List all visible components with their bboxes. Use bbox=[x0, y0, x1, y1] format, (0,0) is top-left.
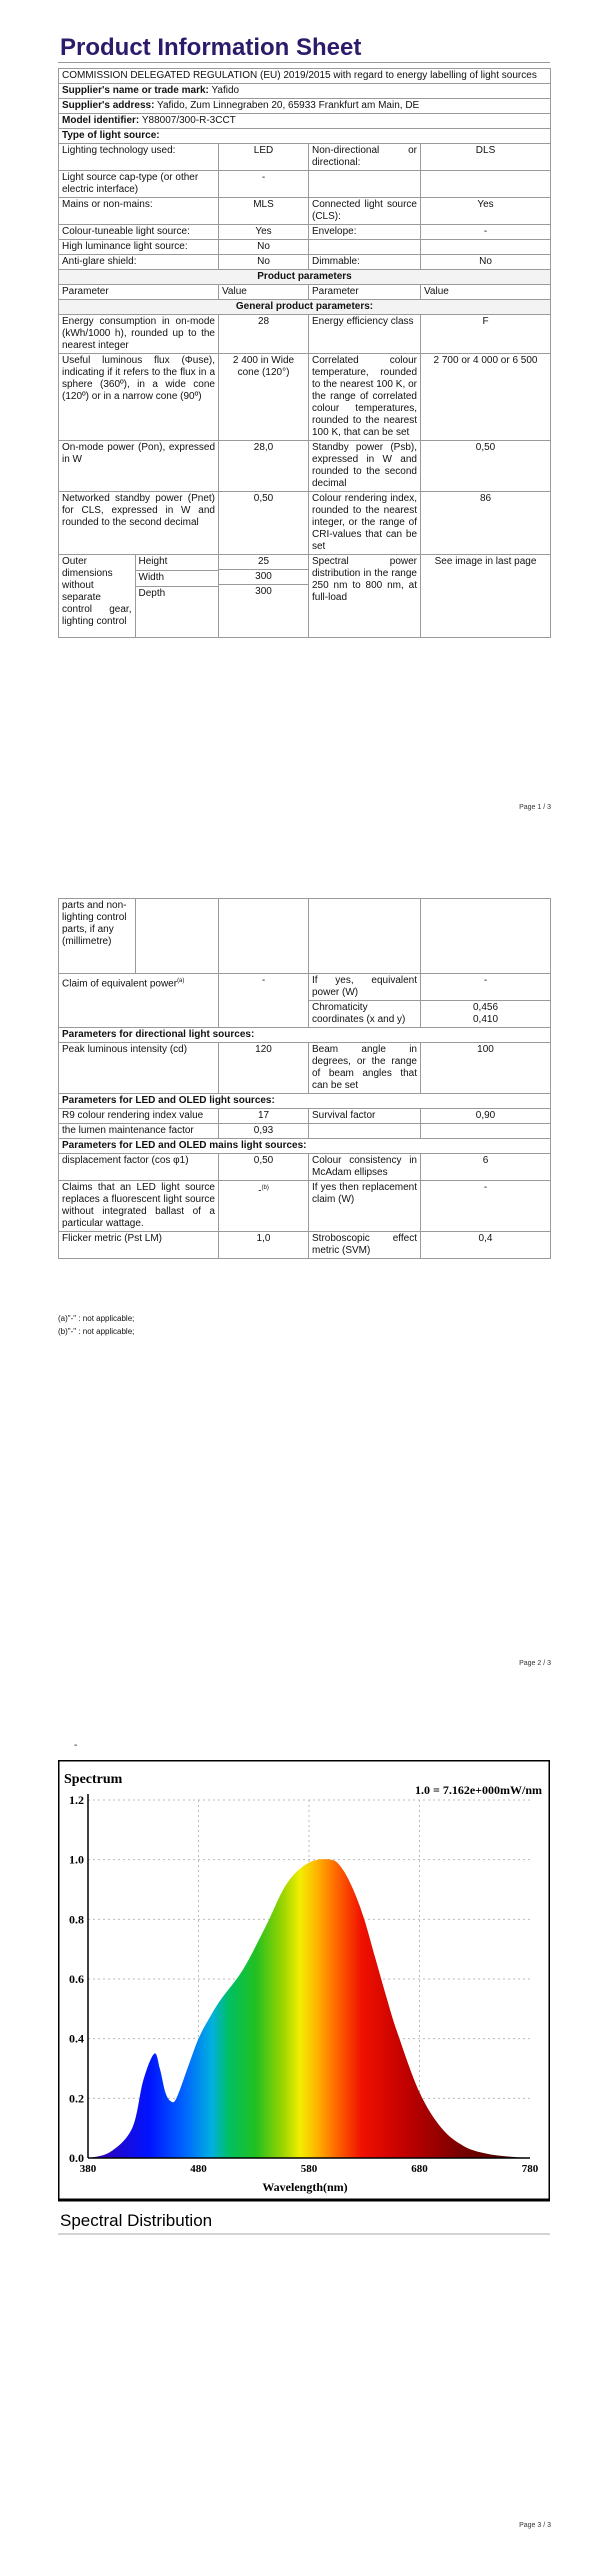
dim-depth-value: 300 bbox=[255, 586, 272, 597]
envelope-value: - bbox=[421, 225, 551, 240]
empty-cell bbox=[309, 899, 421, 974]
y-tick-label: 1.0 bbox=[69, 1852, 84, 1867]
regulation-text: COMMISSION DELEGATED REGULATION (EU) 2019/2015 with regard to energy labelling of light sources bbox=[59, 69, 551, 84]
survival-factor-value: 0,90 bbox=[421, 1109, 551, 1124]
colour-tuneable-value: Yes bbox=[219, 225, 309, 240]
cri-label: Colour rendering index, rounded to the nearest integer, or the range of CRI-values that can be set bbox=[309, 492, 421, 555]
chromaticity-y: 0,410 bbox=[472, 1014, 499, 1025]
parameters-table-continued bbox=[58, 898, 551, 1259]
cls-label: Connected light source (CLS): bbox=[309, 198, 421, 225]
empty-cell bbox=[421, 899, 551, 974]
directional-value: DLS bbox=[421, 144, 551, 171]
cap-type-value: - bbox=[219, 171, 309, 198]
page-title: Product Information Sheet bbox=[60, 34, 362, 61]
page-2 bbox=[0, 860, 603, 1710]
claim-equivalent-power-value: - bbox=[219, 974, 309, 1028]
equivalent-power-value: - bbox=[421, 974, 551, 1001]
supplier-name-row bbox=[59, 84, 551, 99]
empty-cell bbox=[421, 1124, 551, 1139]
high-luminance-value: No bbox=[219, 240, 309, 255]
tech-value: LED bbox=[219, 144, 309, 171]
equivalent-power-label: If yes, equivalent power (W) bbox=[309, 974, 421, 1001]
dimmable-label: Dimmable: bbox=[309, 255, 421, 270]
spectrum-area bbox=[88, 1859, 530, 2158]
replacement-claim-label: If yes then replacement claim (W) bbox=[309, 1181, 421, 1232]
spectrum-chart bbox=[58, 1760, 550, 2240]
anti-glare-value: No bbox=[219, 255, 309, 270]
stray-dash: - bbox=[74, 1740, 78, 1751]
cct-label: Correlated colour temperature, rounded to the nearest 100 K, or the range of correlated colour temperatures, rounded to the nearest 100 K, that can be set bbox=[309, 354, 421, 441]
flicker-metric-label: Flicker metric (Pst LM) bbox=[59, 1232, 219, 1259]
x-axis-label: Wavelength(nm) bbox=[262, 2180, 348, 2194]
x-tick-label: 480 bbox=[190, 2163, 207, 2175]
x-tick-label: 380 bbox=[79, 2163, 97, 2175]
outer-dimensions-cont-cell bbox=[59, 899, 219, 974]
displacement-factor-value: 0,50 bbox=[219, 1154, 309, 1181]
energy-consumption-value: 28 bbox=[219, 315, 309, 354]
replacement-claim-value: - bbox=[421, 1181, 551, 1232]
page-number: Page 1 / 3 bbox=[519, 804, 551, 811]
claim-equivalent-power-label: Claim of equivalent power bbox=[62, 978, 178, 990]
y-tick-label: 0.6 bbox=[69, 1972, 84, 1986]
outer-dimensions-label: Outer dimensions without separate control gear, lighting control bbox=[59, 555, 135, 637]
page-number: Page 3 / 3 bbox=[519, 2522, 551, 2529]
r9-value: 17 bbox=[219, 1109, 309, 1124]
flicker-metric-value: 1,0 bbox=[219, 1232, 309, 1259]
dim-depth-label: Depth bbox=[138, 588, 166, 599]
mains-value: MLS bbox=[219, 198, 309, 225]
spd-label: Spectral power distribution in the range 250 nm to 800 nm, at full-load bbox=[309, 555, 421, 638]
luminous-flux-value: 2 400 in Wide cone (120°) bbox=[219, 354, 309, 441]
dim-width-label: Width bbox=[135, 571, 218, 587]
plot-area bbox=[69, 1793, 539, 2175]
displacement-factor-label: displacement factor (cos φ1) bbox=[59, 1154, 219, 1181]
fluorescent-claim-label: Claims that an LED light source replaces a fluorescent light source without integrated ballast of a particular wattage. bbox=[59, 1181, 219, 1232]
peak-intensity-value: 120 bbox=[219, 1043, 309, 1094]
y-tick-label: 0.0 bbox=[69, 2151, 84, 2165]
model-identifier: Y88007/300-R-3CCT bbox=[141, 115, 236, 126]
directional-label: Non-directional or directional: bbox=[309, 144, 421, 171]
y-tick-label: 0.8 bbox=[69, 1912, 84, 1927]
scale-note: 1.0 = 7.162e+000mW/nm bbox=[414, 1783, 542, 1797]
standby-power-label: Standby power (Psb), expressed in W and rounded to the second decimal bbox=[309, 441, 421, 492]
dimension-values-cell bbox=[219, 555, 309, 638]
beam-angle-value: 100 bbox=[421, 1043, 551, 1094]
lumen-maintenance-label: the lumen maintenance factor bbox=[59, 1124, 219, 1139]
networked-standby-value: 0,50 bbox=[219, 492, 309, 555]
anti-glare-label: Anti-glare shield: bbox=[59, 255, 219, 270]
mains-parameters-header: Parameters for LED and OLED mains light sources: bbox=[59, 1139, 551, 1154]
col-header-parameter: Parameter bbox=[59, 285, 219, 300]
dim-width-value: 300 bbox=[219, 570, 308, 585]
y-tick-label: 1.2 bbox=[69, 1793, 84, 1807]
survival-factor-label: Survival factor bbox=[309, 1109, 421, 1124]
empty-cell bbox=[219, 899, 309, 974]
empty-cell bbox=[421, 171, 551, 198]
page-1 bbox=[0, 0, 603, 850]
luminous-flux-label: Useful luminous flux (Φuse), indicating if it refers to the flux in a sphere (360º), in a wide cone (120º) or in a narrow cone (90º) bbox=[59, 354, 219, 441]
lumen-maintenance-value: 0,93 bbox=[219, 1124, 309, 1139]
tech-label: Lighting technology used: bbox=[59, 144, 219, 171]
r9-label: R9 colour rendering index value bbox=[59, 1109, 219, 1124]
col-header-value: Value bbox=[421, 285, 551, 300]
general-parameters-header: General product parameters: bbox=[59, 300, 551, 315]
supplier-address: Yafido, Zum Linnegraben 20, 65933 Frankfurt am Main, DE bbox=[157, 100, 420, 111]
colour-tuneable-label: Colour-tuneable light source: bbox=[59, 225, 219, 240]
energy-class-label: Energy efficiency class bbox=[309, 315, 421, 354]
col-header-value: Value bbox=[219, 285, 309, 300]
dimensions-subtable-cont bbox=[59, 899, 218, 973]
dim-height-label: Height bbox=[135, 555, 218, 571]
dimensions-subtable bbox=[59, 555, 218, 637]
networked-standby-label: Networked standby power (Pnet) for CLS, expressed in W and rounded to the second decimal bbox=[59, 492, 219, 555]
supplier-name-label: Supplier's name or trade mark: bbox=[62, 85, 209, 96]
cct-value: 2 700 or 4 000 or 6 500 bbox=[421, 354, 551, 441]
claim-equivalent-power-label-cell bbox=[59, 974, 219, 1028]
supplier-name: Yafido bbox=[211, 85, 240, 96]
footnote-a: (a)"-" : not applicable; bbox=[58, 1314, 135, 1323]
empty-cell bbox=[309, 171, 421, 198]
empty-cell bbox=[421, 240, 551, 255]
model-label: Model identifier: bbox=[62, 115, 140, 126]
page-number: Page 2 / 3 bbox=[519, 1660, 551, 1667]
chromaticity-value-cell bbox=[421, 1001, 551, 1028]
dim-height-value: 25 bbox=[219, 555, 308, 570]
x-tick-label: 580 bbox=[300, 2163, 318, 2175]
standby-power-value: 0,50 bbox=[421, 441, 551, 492]
fluorescent-claim-value: - bbox=[258, 1185, 262, 1197]
y-tick-label: 0.4 bbox=[69, 2031, 84, 2046]
supplier-table bbox=[58, 68, 551, 638]
spectrum-svg bbox=[58, 1760, 550, 2240]
chart-caption: Spectral Distribution bbox=[60, 2211, 213, 2230]
cls-value: Yes bbox=[421, 198, 551, 225]
supplier-address-label: Supplier's address: bbox=[62, 100, 155, 111]
light-source-type-label: Type of light source: bbox=[59, 129, 551, 144]
col-header-parameter: Parameter bbox=[309, 285, 421, 300]
product-parameters-header: Product parameters bbox=[59, 270, 551, 285]
led-oled-parameters-header: Parameters for LED and OLED light sources: bbox=[59, 1094, 551, 1109]
energy-class-value: F bbox=[421, 315, 551, 354]
peak-intensity-label: Peak luminous intensity (cd) bbox=[59, 1043, 219, 1094]
empty-cell bbox=[135, 899, 218, 973]
footnote-marker-a: (a) bbox=[177, 978, 185, 984]
x-tick-label: 780 bbox=[521, 2163, 539, 2175]
colour-consistency-label: Colour consistency in McAdam ellipses bbox=[309, 1154, 421, 1181]
chart-title: Spectrum bbox=[64, 1772, 123, 1787]
supplier-address-row bbox=[59, 99, 551, 114]
empty-cell bbox=[309, 240, 421, 255]
outer-dimensions-cell bbox=[59, 555, 219, 638]
model-row bbox=[59, 114, 551, 129]
envelope-label: Envelope: bbox=[309, 225, 421, 240]
high-luminance-label: High luminance light source: bbox=[59, 240, 219, 255]
mains-label: Mains or non-mains: bbox=[59, 198, 219, 225]
cap-type-label: Light source cap-type (or other electric interface) bbox=[59, 171, 219, 198]
dimmable-value: No bbox=[421, 255, 551, 270]
energy-consumption-label: Energy consumption in on-mode (kWh/1000 h), rounded up to the nearest integer bbox=[59, 315, 219, 354]
spd-value: See image in last page bbox=[421, 555, 551, 638]
x-tick-label: 680 bbox=[411, 2163, 428, 2175]
chromaticity-label: Chromaticity coordinates (x and y) bbox=[309, 1001, 421, 1028]
y-tick-label: 0.2 bbox=[69, 2091, 84, 2106]
title-divider bbox=[58, 62, 550, 63]
on-mode-power-value: 28,0 bbox=[219, 441, 309, 492]
colour-consistency-value: 6 bbox=[421, 1154, 551, 1181]
empty-cell bbox=[309, 1124, 421, 1139]
footnote-marker-b: (b) bbox=[261, 1185, 269, 1191]
footnote-b: (b)"-" : not applicable; bbox=[58, 1327, 135, 1336]
directional-parameters-header: Parameters for directional light sources: bbox=[59, 1028, 551, 1043]
on-mode-power-label: On-mode power (Pon), expressed in W bbox=[59, 441, 219, 492]
footnotes bbox=[58, 1312, 134, 1338]
fluorescent-claim-value-cell bbox=[219, 1181, 309, 1232]
beam-angle-label: Beam angle in degrees, or the range of beam angles that can be set bbox=[309, 1043, 421, 1094]
cri-value: 86 bbox=[421, 492, 551, 555]
stroboscopic-value: 0,4 bbox=[421, 1232, 551, 1259]
stroboscopic-label: Stroboscopic effect metric (SVM) bbox=[309, 1232, 421, 1259]
outer-dimensions-cont-label: parts and non-lighting control parts, if any (millimetre) bbox=[59, 899, 135, 973]
chromaticity-x: 0,456 bbox=[472, 1002, 499, 1013]
